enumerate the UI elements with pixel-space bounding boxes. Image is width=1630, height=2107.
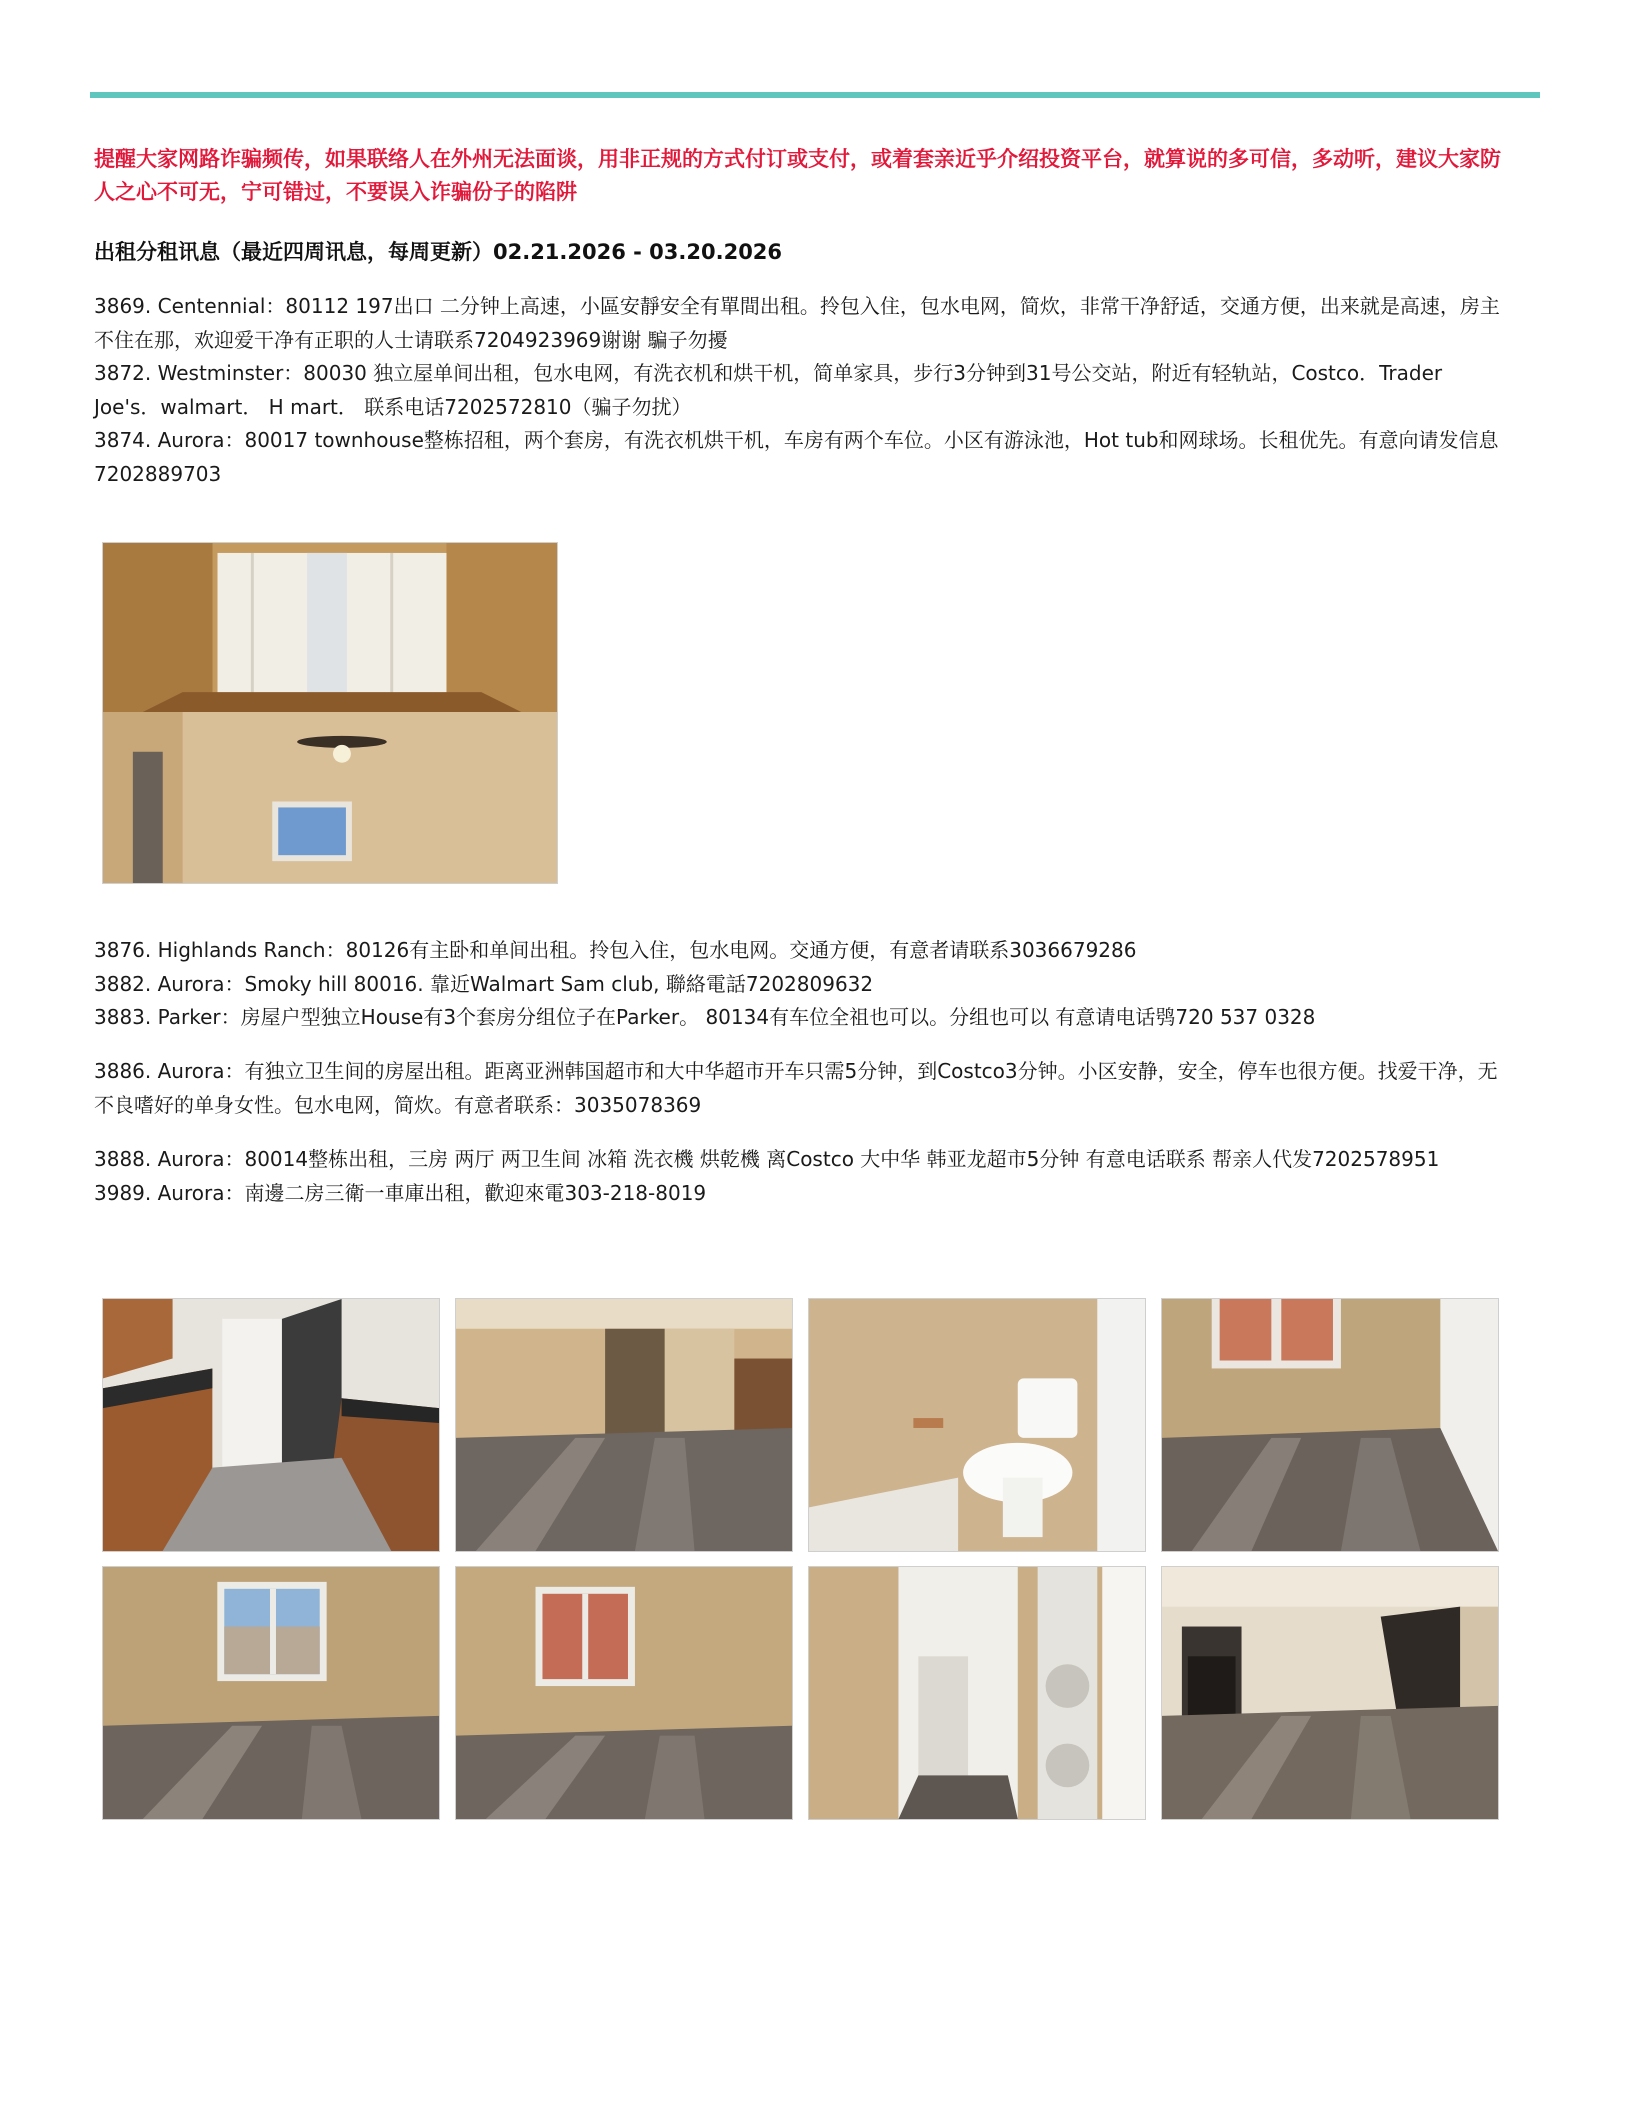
listing-photo-kitchen [102,1298,440,1552]
listing-photo-laundry [808,1566,1146,1820]
listing-group-c [94,1055,1514,1122]
listing-photo-collage [102,542,558,884]
scam-warning: 提醒大家网路诈骗频传，如果联络人在外州无法面谈，用非正规的方式付订或支付，或着套亲近乎介绍投资平台，就算说的多可信，多动听，建议大家防人之心不可无，宁可错过，不要误入诈骗份子的陷阱 [94,147,1501,204]
listing-photo-bedroom-2 [102,1566,440,1820]
listing-photo-bathroom [808,1298,1146,1552]
listing-item: 3888. Aurora：80014整栋出租，三房 两厅 两卫生间 冰箱 洗衣機 烘乾機 离Costco 大中华 韩亚龙超市5分钟 有意电话联系 帮亲人代发7202578951 [94,1147,1440,1171]
listing-photo-fireplace-room [1161,1566,1499,1820]
listing-item: 3883. Parker：房屋户型独立House有3个套房分组位子在Parker。 80134有车位全祖也可以。分组也可以 有意请电话鸮720 537 0328 [94,1005,1316,1029]
listing-group-d [94,1143,1514,1210]
listing-item: 3869. Centennial：80112 197出口 二分钟上高速，小區安靜安全有單間出租。拎包入住，包水电网，简炊，非常干净舒适，交通方便，出来就是高速，房主不住在那，欢迎爱干净有正职的人士请联系7204923969谢谢 騙子勿擾 [94,294,1500,352]
listing-photo-living-room [455,1298,793,1552]
listing-item: 3872. Westminster：80030 独立屋单间出租，包水电网，有洗衣机和烘干机，简单家具，步行3分钟到31号公交站，附近有轻轨站，Costco．Trader Joe's．walmart． H mart． 联系电话7202572810（骗子勿扰） [94,361,1443,419]
listing-item: 3886. Aurora：有独立卫生间的房屋出租。距离亚洲韩国超市和大中华超市开车只需5分钟，到Costco3分钟。小区安静，安全，停车也很方便。找爱干净，无不良嗜好的单身女性。包水电网，简炊。有意者联系：3035078369 [94,1059,1498,1117]
listing-photo-bedroom-3 [455,1566,793,1820]
listing-item: 3876. Highlands Ranch：80126有主卧和单间出租。拎包入住，包水电网。交通方便，有意者请联系3036679286 [94,938,1137,962]
section-title: 出租分租讯息（最近四周讯息，每周更新）02.21.2026 - 03.20.2026 [94,240,783,264]
top-accent-bar [90,92,1540,98]
listing-item: 3989. Aurora：南邊二房三衛一車庫出租，歡迎來電303-218-8019 [94,1180,707,1205]
listing-item: 3874. Aurora：80017 townhouse整栋招租，两个套房，有洗衣机烘干机，车房有两个车位。小区有游泳池，Hot tub和网球场。长租优先。有意向请发信息7202889703 [94,428,1499,486]
listing-photo-bedroom-1 [1161,1298,1499,1552]
listing-item: 3882. Aurora：Smoky hill 80016. 靠近Walmart Sam club, 聯絡電話7202809632 [94,971,874,996]
listing-group-a [94,290,1514,491]
listing-group-b [94,934,1514,1035]
